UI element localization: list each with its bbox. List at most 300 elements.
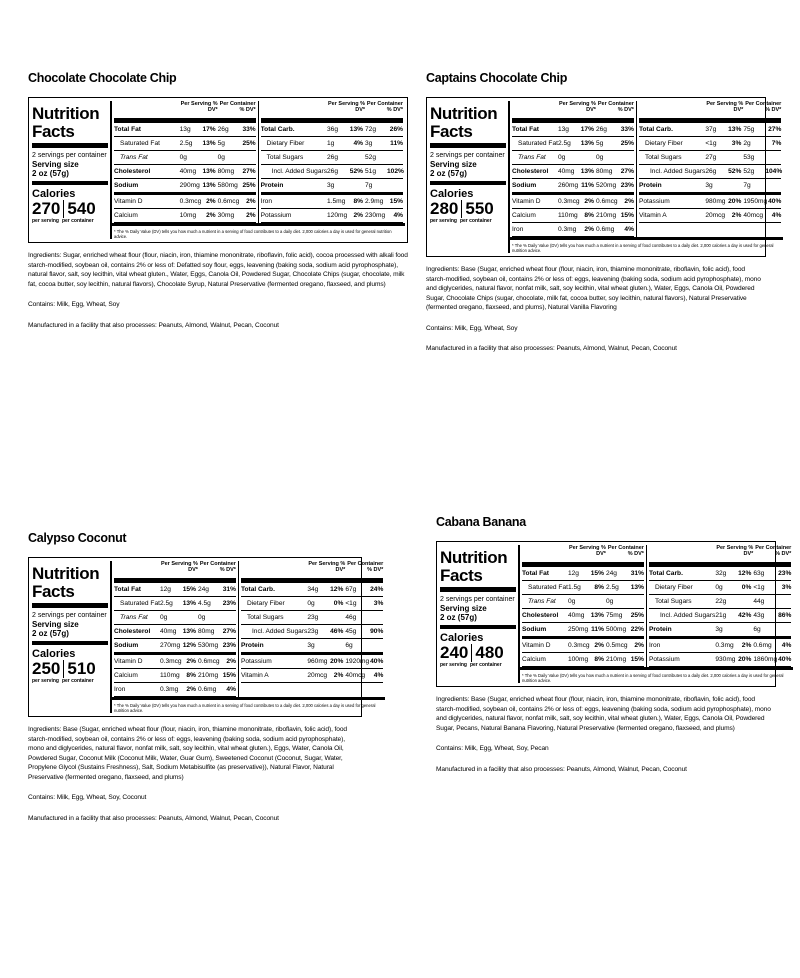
- facility-text: Manufactured in a facility that also processes: Peanuts, Almond, Walnut, Pecan, Coconut: [28, 321, 279, 329]
- nutrient-row: [241, 625, 383, 639]
- nutrient-name: Total Fat: [522, 570, 549, 577]
- nutrient-name: Cholesterol: [114, 168, 151, 175]
- calories-sublabels: [32, 218, 108, 224]
- serving-dv: 13%: [590, 612, 604, 619]
- container-amount: 46g: [345, 614, 357, 621]
- nutrient-row: [512, 209, 634, 223]
- nutrient-name: Saturated Fat: [120, 600, 160, 607]
- serving-dv: 2%: [731, 212, 742, 219]
- facility-text: Manufactured in a facility that also processes: Peanuts, Almond, Walnut, Pecan, Coconut: [426, 345, 677, 352]
- container-amount: 0g: [217, 154, 225, 161]
- serving-amount: 40mg: [179, 168, 197, 175]
- nutrient-row: [261, 209, 403, 223]
- serving-amount: 2.5g: [179, 140, 193, 147]
- serving-amount: 0g: [307, 600, 315, 607]
- serving-amount: 40mg: [159, 628, 177, 635]
- nutrient-name: Vitamin D: [512, 198, 541, 205]
- serving-dv: 17%: [580, 126, 594, 133]
- container-dv: 27%: [620, 168, 634, 175]
- container-amount: 72g: [365, 126, 377, 133]
- container-amount: 4.5g: [197, 600, 211, 607]
- serving-dv: 8%: [594, 656, 604, 663]
- nutrient-name: Cholesterol: [512, 168, 549, 175]
- nutrient-row: [649, 581, 791, 595]
- serving-amount: 12g: [567, 570, 579, 577]
- container-amount: 5g: [217, 140, 225, 147]
- container-dv: 4%: [781, 642, 792, 649]
- serving-dv: 8%: [353, 198, 363, 205]
- nutrition-facts-panel: [28, 557, 384, 717]
- serving-amount: 26g: [705, 168, 717, 175]
- nutrient-row: [261, 123, 403, 137]
- container-amount: 6g: [753, 626, 761, 633]
- serving-amount: 110mg: [557, 212, 578, 219]
- nutrient-name: Incl. Added Sugars: [271, 168, 327, 175]
- nutrient-row: [522, 653, 644, 667]
- container-amount: 530mg: [197, 642, 219, 649]
- serving-amount: 0g: [159, 614, 168, 621]
- nutrient-row: [114, 625, 236, 639]
- container-dv: 13%: [630, 584, 644, 591]
- header-per-container: Per Container % DV*: [755, 545, 792, 557]
- header-per-serving: Per Serving % DV*: [180, 101, 218, 113]
- serving-dv: 13%: [182, 600, 196, 607]
- nutrient-row: [512, 195, 634, 209]
- container-amount: 1950mg: [743, 198, 768, 205]
- nutrient-row: [241, 597, 383, 611]
- container-amount: 1920mg: [345, 658, 370, 665]
- container-amount: 26g: [595, 126, 607, 133]
- container-dv: 4%: [393, 212, 403, 219]
- container-amount: 30mg: [217, 212, 235, 219]
- container-dv: 15%: [222, 672, 236, 679]
- nutrient-row: [114, 639, 236, 655]
- nutrient-row: [522, 609, 644, 623]
- serving-dv: 2%: [333, 672, 344, 679]
- serving-amount: <1g: [705, 140, 717, 147]
- nutrient-name: Vitamin A: [638, 212, 667, 219]
- serving-amount: 3g: [327, 182, 335, 189]
- nutrient-name: Iron: [260, 198, 273, 205]
- nutrition-table: [110, 561, 385, 713]
- container-dv: 33%: [242, 126, 256, 133]
- container-amount: 40mcg: [345, 672, 366, 679]
- serving-amount: 1g: [327, 140, 335, 147]
- nutrient-name: Calcium: [512, 212, 536, 219]
- serving-amount: 37g: [705, 126, 717, 133]
- serving-amount: 250mg: [567, 626, 589, 633]
- nutrition-table: [110, 101, 405, 239]
- nutrition-left-column: [32, 101, 110, 239]
- ingredients-text: Ingredients: Base (Sugar, enriched wheat flour (flour, niacin, iron, thiamine mononitrate, riboflavin, folic acid), food starch-modified, soybean oil, contains 2% or less of: eggs, leavening (baking soda, sodium acid pyrophosphate), mono and diglycerides, natural flavor, nonfat milk, salt, soy lecithin, vital wheat gluten.), Eggs, Water, Canola Oil, Powdered Sugar, Coconut Milk (Coconut Milk, Water, Guar Gum), Sweetened Coconut (Coconut, Sugar, Water, Propylene Glycol (Sustains Freshness), Salt, Sodium Metabisulfite (as preservative)), Natural Flavor, Natural Preservative (fermented oregano, flaxseed, and plums): [28, 726, 347, 781]
- container-amount: 0.6mcg: [595, 198, 618, 205]
- container-dv: 27%: [768, 126, 782, 133]
- calories-sublabels: [430, 218, 506, 224]
- nutrition-facts-panel: [436, 541, 792, 687]
- nutrient-row: [241, 639, 383, 655]
- nutrient-name: Protein: [240, 642, 264, 649]
- nutrient-row: [241, 583, 383, 597]
- container-amount: 43g: [753, 612, 765, 619]
- serving-dv: 13%: [202, 182, 216, 189]
- product-title: Captains Chocolate Chip: [426, 71, 568, 85]
- serving-dv: 2%: [353, 212, 363, 219]
- nutrient-name: Incl. Added Sugars: [659, 612, 716, 619]
- container-dv: 40%: [768, 198, 782, 205]
- product-captains-chocolate-chip: [426, 71, 783, 365]
- header-per-container: Per Container % DV*: [347, 561, 384, 573]
- nutrition-table: [508, 101, 783, 253]
- nutrient-name: Sodium: [512, 182, 537, 189]
- container-dv: 2%: [634, 642, 644, 649]
- container-amount: 0.6mg: [595, 226, 615, 233]
- serving-amount: 27g: [705, 154, 717, 161]
- header-per-container: Per Container % DV*: [607, 545, 644, 557]
- nutrition-left-column: [440, 545, 518, 683]
- nutrient-name: Potassium: [648, 656, 680, 663]
- calories-label: Calories: [440, 632, 484, 644]
- container-dv: 11%: [390, 140, 403, 147]
- calories-per-container: 540: [63, 200, 95, 218]
- nutrient-name: Total Fat: [114, 586, 141, 593]
- nutrient-name: Total Fat: [512, 126, 539, 133]
- column-header: [114, 101, 256, 123]
- container-amount: 52g: [365, 154, 377, 161]
- nutrient-row: [114, 597, 236, 611]
- container-dv: 26%: [389, 126, 403, 133]
- container-amount: 1860mg: [753, 656, 778, 663]
- calories-row: [440, 644, 516, 662]
- product-title: Chocolate Chocolate Chip: [28, 71, 177, 85]
- serving-dv: 13%: [202, 168, 216, 175]
- nutrient-row: [114, 655, 236, 669]
- serving-amount: 270mg: [159, 642, 181, 649]
- serving-dv: 8%: [584, 212, 594, 219]
- nutrient-name: Total Sugars: [246, 614, 284, 621]
- container-amount: 75mg: [605, 612, 623, 619]
- per-container-label: per container: [61, 218, 94, 224]
- calories-per-serving: 280: [430, 199, 459, 218]
- serving-amount: 1.5g: [567, 584, 581, 591]
- facility-text: Manufactured in a facility that also processes: Peanuts, Almond, Walnut, Pecan, Coconut: [436, 765, 687, 773]
- serving-amount: 20mcg: [705, 212, 726, 219]
- serving-amount: 40mg: [567, 612, 585, 619]
- header-per-serving: Per Serving % DV*: [568, 545, 606, 557]
- nutrient-name: Cholesterol: [114, 628, 151, 635]
- header-per-serving: Per Serving % DV*: [328, 101, 365, 113]
- serving-dv: 0%: [741, 584, 752, 591]
- serving-size-label: Serving size: [32, 160, 79, 169]
- serving-dv: 15%: [182, 586, 196, 593]
- nutrient-row: [261, 151, 403, 165]
- container-amount: 0.6mg: [753, 642, 772, 649]
- calories-label: Calories: [32, 648, 76, 660]
- serving-size-label: Serving size: [32, 620, 79, 629]
- nutrient-name: Trans Fat: [120, 614, 148, 621]
- serving-amount: 22g: [715, 598, 727, 605]
- nutrient-name: Vitamin A: [240, 672, 269, 679]
- serving-amount: 3g: [705, 182, 713, 189]
- product-chocolate-chocolate-chip: [28, 71, 408, 341]
- nutrient-row: [649, 653, 791, 667]
- nutrient-name: Potassium: [638, 198, 670, 205]
- container-dv: 25%: [242, 182, 256, 189]
- nutrient-column-right: [238, 561, 385, 697]
- container-amount: 0g: [605, 598, 614, 605]
- daily-value-footnote: * The % Daily Value (DV) tells you how much a nutrient in a serving of food contributes to a daily diet. 2,000 calories a day is used for general nutrition advice.: [510, 237, 783, 253]
- header-per-container: Per Container % DV*: [597, 101, 634, 113]
- nutrient-row: [639, 195, 781, 209]
- container-dv: 102%: [387, 168, 404, 175]
- product-title: Calypso Coconut: [28, 531, 127, 545]
- container-amount: 520mg: [595, 182, 617, 189]
- container-dv: 33%: [620, 126, 634, 133]
- container-amount: 0.6mg: [197, 686, 217, 693]
- calories-row: [430, 200, 506, 218]
- calories-per-container: 550: [461, 200, 493, 218]
- calories-sublabels: [32, 678, 108, 684]
- per-serving-label: per serving: [430, 218, 457, 224]
- container-dv: 2%: [246, 198, 256, 205]
- nutrition-facts-heading: Nutrition Facts: [430, 101, 506, 148]
- nutrient-name: Iron: [648, 642, 661, 649]
- nutrient-row: [512, 151, 634, 165]
- container-dv: 15%: [630, 656, 644, 663]
- serving-dv: 2%: [186, 686, 196, 693]
- serving-amount: 2.5g: [159, 600, 173, 607]
- serving-size-label: Serving size: [440, 604, 487, 613]
- nutrient-name: Dietary Fiber: [266, 140, 305, 147]
- nutrient-name: Incl. Added Sugars: [251, 628, 308, 635]
- header-per-container: Per Container % DV*: [366, 101, 403, 113]
- nutrient-row: [649, 567, 791, 581]
- ingredients-text: Ingredients: Base (Sugar, enriched wheat flour (flour, niacin, iron, thiamine mononitrate, riboflavin, folic acid), food starch-modified, soybean oil, contains 2% or less of: eggs, leavening (baking soda, sodium acid pyrophosphate), mono and diglycerides, natural flavor, nonfat milk, salt, soy lecithin, vital wheat gluten.), Water, Eggs, Canola Oil, Powdered Sugar, Pecans, Natural Banana Flavoring, Natural Preservative (fermented oregano, flaxseed, and plums): [436, 696, 771, 732]
- column-header: [639, 101, 781, 123]
- serving-amount: 0.3mcg: [179, 198, 202, 205]
- calories-per-container: 480: [471, 644, 503, 662]
- nutrient-row: [261, 137, 403, 151]
- serving-amount: 13g: [557, 126, 569, 133]
- nutrient-name: Sodium: [114, 642, 139, 649]
- per-serving-label: per serving: [32, 218, 59, 224]
- container-dv: 4%: [226, 686, 236, 693]
- ingredient-text-block: [28, 251, 408, 330]
- product-title: Cabana Banana: [436, 515, 526, 529]
- nutrition-left-column: [32, 561, 110, 713]
- container-dv: 2%: [226, 658, 236, 665]
- column-header: [261, 101, 403, 123]
- nutrient-name: Calcium: [114, 212, 138, 219]
- serving-amount: 0.3mcg: [557, 198, 580, 205]
- nutrient-row: [114, 179, 256, 195]
- serving-dv: 2%: [584, 198, 594, 205]
- calories-label: Calories: [430, 188, 474, 200]
- ingredient-text-block: [28, 725, 362, 823]
- serving-dv: 13%: [580, 168, 594, 175]
- serving-dv: 13%: [202, 140, 216, 147]
- nutrient-row: [649, 595, 791, 609]
- container-amount: 51g: [365, 168, 377, 175]
- serving-dv: 2%: [186, 658, 196, 665]
- serving-dv: 20%: [738, 656, 752, 663]
- nutrient-row: [512, 179, 634, 195]
- nutrient-row: [114, 123, 256, 137]
- container-amount: 5g: [595, 140, 604, 147]
- serving-dv: 13%: [182, 628, 196, 635]
- header-per-container: Per Container % DV*: [745, 101, 782, 113]
- nutrient-column-right: [258, 101, 405, 223]
- nutrient-name: Total Sugars: [644, 154, 682, 161]
- container-amount: 2g: [743, 140, 751, 147]
- container-amount: 6g: [345, 642, 353, 649]
- serving-dv: 15%: [590, 570, 604, 577]
- container-amount: 0g: [595, 154, 604, 161]
- nutrient-name: Total Sugars: [266, 154, 304, 161]
- serving-dv: 8%: [594, 584, 604, 591]
- serving-amount: 0.3mg: [557, 226, 577, 233]
- container-dv: 23%: [620, 182, 634, 189]
- container-amount: 75g: [743, 126, 755, 133]
- nutrient-row: [241, 655, 383, 669]
- nutrient-name: Total Fat: [114, 126, 141, 133]
- nutrient-row: [522, 623, 644, 639]
- nutrient-row: [649, 609, 791, 623]
- serving-amount: 3g: [307, 642, 315, 649]
- nutrient-row: [512, 165, 634, 179]
- serving-amount: 960mg: [307, 658, 328, 665]
- nutrient-row: [522, 595, 644, 609]
- serving-dv: 20%: [728, 198, 742, 205]
- container-amount: 24g: [197, 586, 209, 593]
- serving-amount: 20mcg: [307, 672, 328, 679]
- serving-dv: 2%: [206, 212, 216, 219]
- serving-amount: 0g: [557, 154, 566, 161]
- nutrient-name: Iron: [114, 686, 126, 693]
- nutrition-facts-heading: Nutrition Facts: [32, 101, 108, 148]
- container-amount: 53g: [743, 154, 755, 161]
- column-header: [512, 101, 634, 123]
- calories-per-container: 510: [63, 660, 95, 678]
- column-header: [241, 561, 383, 583]
- nutrient-name: Cholesterol: [522, 612, 559, 619]
- container-amount: 24g: [605, 570, 617, 577]
- serving-dv: 2%: [594, 642, 604, 649]
- container-dv: 25%: [630, 612, 644, 619]
- nutrient-name: Iron: [512, 226, 524, 233]
- serving-size-label: Serving size: [430, 160, 477, 169]
- serving-dv: 52%: [349, 168, 363, 175]
- serving-dv: 13%: [728, 126, 742, 133]
- nutrient-column-right: [646, 545, 793, 667]
- container-dv: 31%: [222, 586, 236, 593]
- serving-dv: 2%: [584, 226, 594, 233]
- nutrient-row: [261, 195, 403, 209]
- nutrient-name: Total Carb.: [648, 570, 683, 577]
- container-amount: 40mcg: [743, 212, 764, 219]
- serving-amount: 0.3mg: [159, 686, 179, 693]
- container-dv: 4%: [624, 226, 634, 233]
- container-dv: 3%: [781, 584, 792, 591]
- serving-dv: 12%: [330, 586, 344, 593]
- serving-size-value: 2 oz (57g): [440, 613, 516, 629]
- serving-size-value: 2 oz (57g): [32, 629, 108, 645]
- serving-amount: 10mg: [179, 212, 197, 219]
- header-per-container: Per Container % DV*: [199, 561, 236, 573]
- serving-amount: 3g: [715, 626, 723, 633]
- serving-amount: 100mg: [567, 656, 589, 663]
- serving-amount: 0g: [179, 154, 187, 161]
- nutrient-row: [639, 137, 781, 151]
- serving-dv: 13%: [580, 140, 594, 147]
- serving-dv: 0%: [333, 600, 344, 607]
- container-dv: 2%: [246, 212, 256, 219]
- container-amount: 210mg: [605, 656, 627, 663]
- nutrient-row: [241, 611, 383, 625]
- serving-amount: 110mg: [159, 672, 180, 679]
- column-header: [522, 545, 644, 567]
- container-dv: 31%: [630, 570, 644, 577]
- nutrient-name: Sodium: [522, 626, 547, 633]
- column-header: [114, 561, 236, 583]
- container-amount: 2.5g: [605, 584, 619, 591]
- serving-dv: 17%: [202, 126, 216, 133]
- serving-amount: 2.5g: [557, 140, 571, 147]
- calories-per-serving: 270: [32, 199, 61, 218]
- nutrient-row: [639, 209, 781, 223]
- container-amount: 230mg: [365, 212, 386, 219]
- nutrient-row: [649, 639, 791, 653]
- calories-row: [32, 660, 108, 678]
- serving-dv: 11%: [581, 182, 594, 189]
- servings-per-container: 2 servings per container: [32, 152, 107, 159]
- facility-text: Manufactured in a facility that also processes: Peanuts, Almond, Walnut, Pecan, Coconut: [28, 814, 279, 822]
- nutrition-left-column: [430, 101, 508, 253]
- container-dv: 23%: [778, 570, 792, 577]
- container-amount: 67g: [345, 586, 357, 593]
- container-dv: 40%: [778, 656, 792, 663]
- container-amount: 0.5mcg: [605, 642, 628, 649]
- serving-amount: 26g: [327, 168, 339, 175]
- nutrient-name: Total Carb.: [638, 126, 673, 133]
- container-dv: 4%: [373, 672, 384, 679]
- nutrient-column-left: [112, 561, 238, 697]
- servings-per-container: 2 servings per container: [32, 612, 107, 619]
- nutrient-name: Saturated Fat: [518, 140, 558, 147]
- ingredients-text: Ingredients: Sugar, enriched wheat flour (flour, niacin, iron, thiamine mononitrate, riboflavin, folic acid), cocoa processed with alkali food starch-modified, soybean oil, contains 2% or less of: Defatted soy flour, eggs, leavening (baking soda, sodium acid pyrophosphate), natural flavor, salt, soy lecithin, vital wheat gluten., Water, Eggs, Canola Oil, Powdered Sugar, Chocolate Chips (sugar, chocolate, milk fat, cocoa butter, soy lecithin, natural flavors), Chocolate Syrup, Natural Preservative (fermented oregano, flaxseed, and plums): [28, 252, 408, 288]
- serving-dv: 42%: [738, 612, 752, 619]
- container-dv: 90%: [370, 628, 384, 635]
- container-dv: 25%: [242, 140, 256, 147]
- container-amount: 80mg: [197, 628, 215, 635]
- container-amount: 26g: [217, 126, 229, 133]
- container-amount: 80mg: [595, 168, 613, 175]
- nutrient-row: [522, 581, 644, 595]
- nutrient-name: Sodium: [114, 182, 139, 189]
- nutrient-column-right: [636, 101, 783, 237]
- header-per-serving: Per Serving % DV*: [716, 545, 754, 557]
- serving-amount: 980mg: [705, 198, 726, 205]
- per-serving-label: per serving: [32, 678, 59, 684]
- nutrient-name: Protein: [638, 182, 662, 189]
- container-dv: 23%: [222, 642, 236, 649]
- container-amount: 2.9mg: [365, 198, 384, 205]
- contains-text: Contains: Milk, Egg, Wheat, Soy: [28, 301, 120, 308]
- container-dv: 23%: [222, 600, 236, 607]
- nutrient-row: [114, 165, 256, 179]
- serving-size-value: 2 oz (57g): [32, 169, 108, 185]
- serving-amount: 23g: [307, 614, 319, 621]
- servings-per-container: 2 servings per container: [430, 152, 505, 159]
